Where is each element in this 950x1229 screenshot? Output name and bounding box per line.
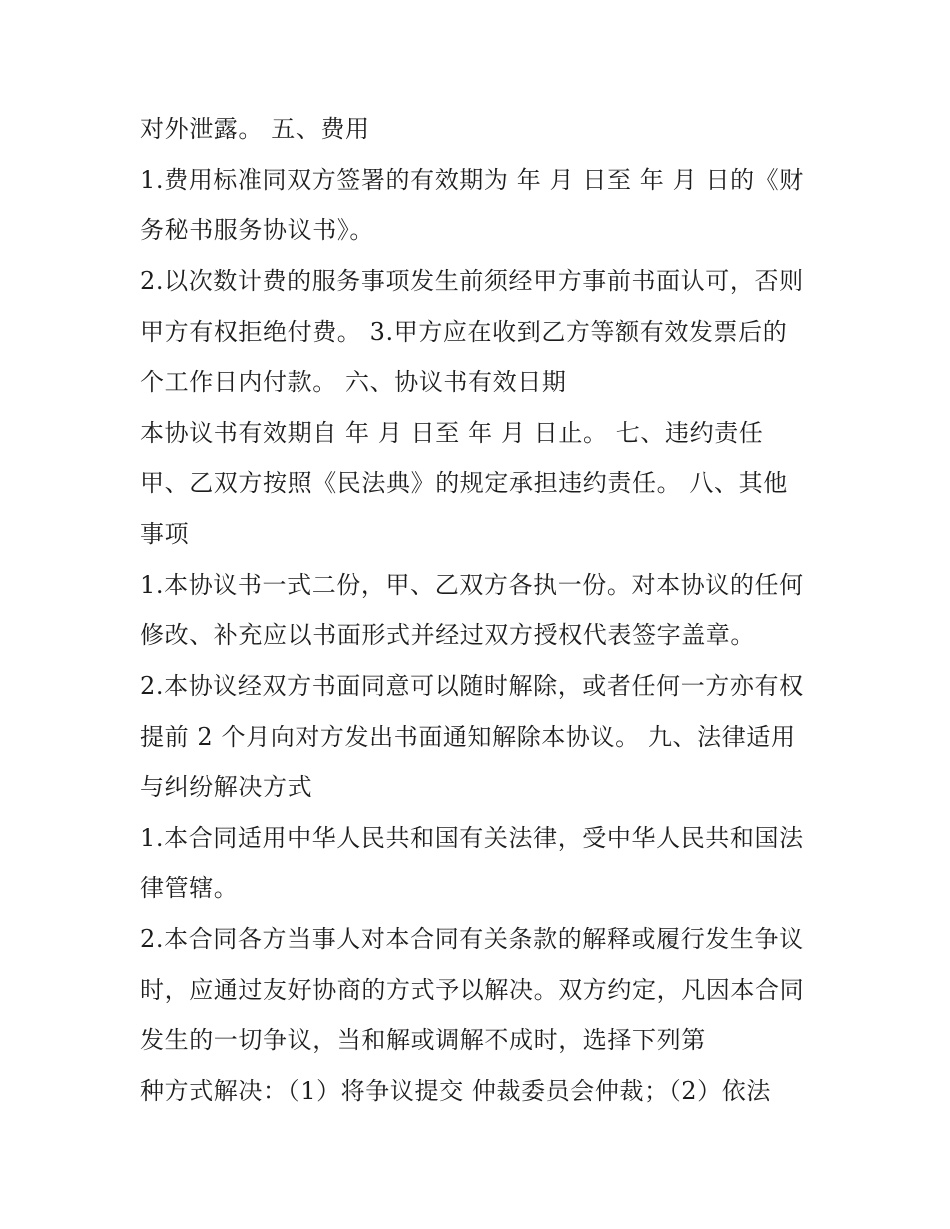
text-line: 务秘书服务协议书》。 (140, 216, 374, 244)
text-line: 本协议书有效期自 年 月 日至 年 月 日止。 七、违约责任 (140, 419, 764, 447)
text-line: 甲、乙双方按照《民法典》的规定承担违约责任。 八、其他 (140, 469, 788, 497)
text-line: 个工作日内付款。 六、协议书有效日期 (140, 368, 567, 396)
text-line: 事项 (140, 520, 190, 548)
text-line: 1.本协议书一式二份，甲、乙双方各执一份。对本协议的任何 (140, 571, 804, 599)
text-line: 对外泄露。 五、费用 (140, 115, 370, 143)
text-line: 2.本协议经双方书面同意可以随时解除，或者任何一方亦有权 (140, 672, 804, 700)
text-line: 与纠纷解决方式 (140, 773, 313, 801)
text-line: 发生的一切争议，当和解或调解不成时，选择下列第 (140, 1026, 706, 1054)
text-line: 提前 2 个月向对方发出书面通知解除本协议。 九、法律适用 (140, 723, 796, 751)
text-line: 律管辖。 (140, 874, 239, 902)
text-line: 甲方有权拒绝付费。 3.甲方应在收到乙方等额有效发票后的 (140, 318, 788, 346)
text-line: 2.以次数计费的服务事项发生前须经甲方事前书面认可，否则 (140, 267, 804, 295)
text-line: 2.本合同各方当事人对本合同有关条款的解释或履行发生争议 (140, 925, 804, 953)
text-line: 1.费用标准同双方签署的有效期为 年 月 日至 年 月 日的《财 (140, 166, 804, 194)
text-line: 时，应通过友好协商的方式予以解决。双方约定，凡因本合同 (140, 976, 805, 1004)
text-line: 种方式解决：（1）将争议提交 仲裁委员会仲裁；（2）依法 (140, 1077, 771, 1105)
text-line: 1.本合同适用中华人民共和国有关法律，受中华人民共和国法 (140, 824, 804, 852)
text-line: 修改、补充应以书面形式并经过双方授权代表签字盖章。 (140, 621, 755, 649)
